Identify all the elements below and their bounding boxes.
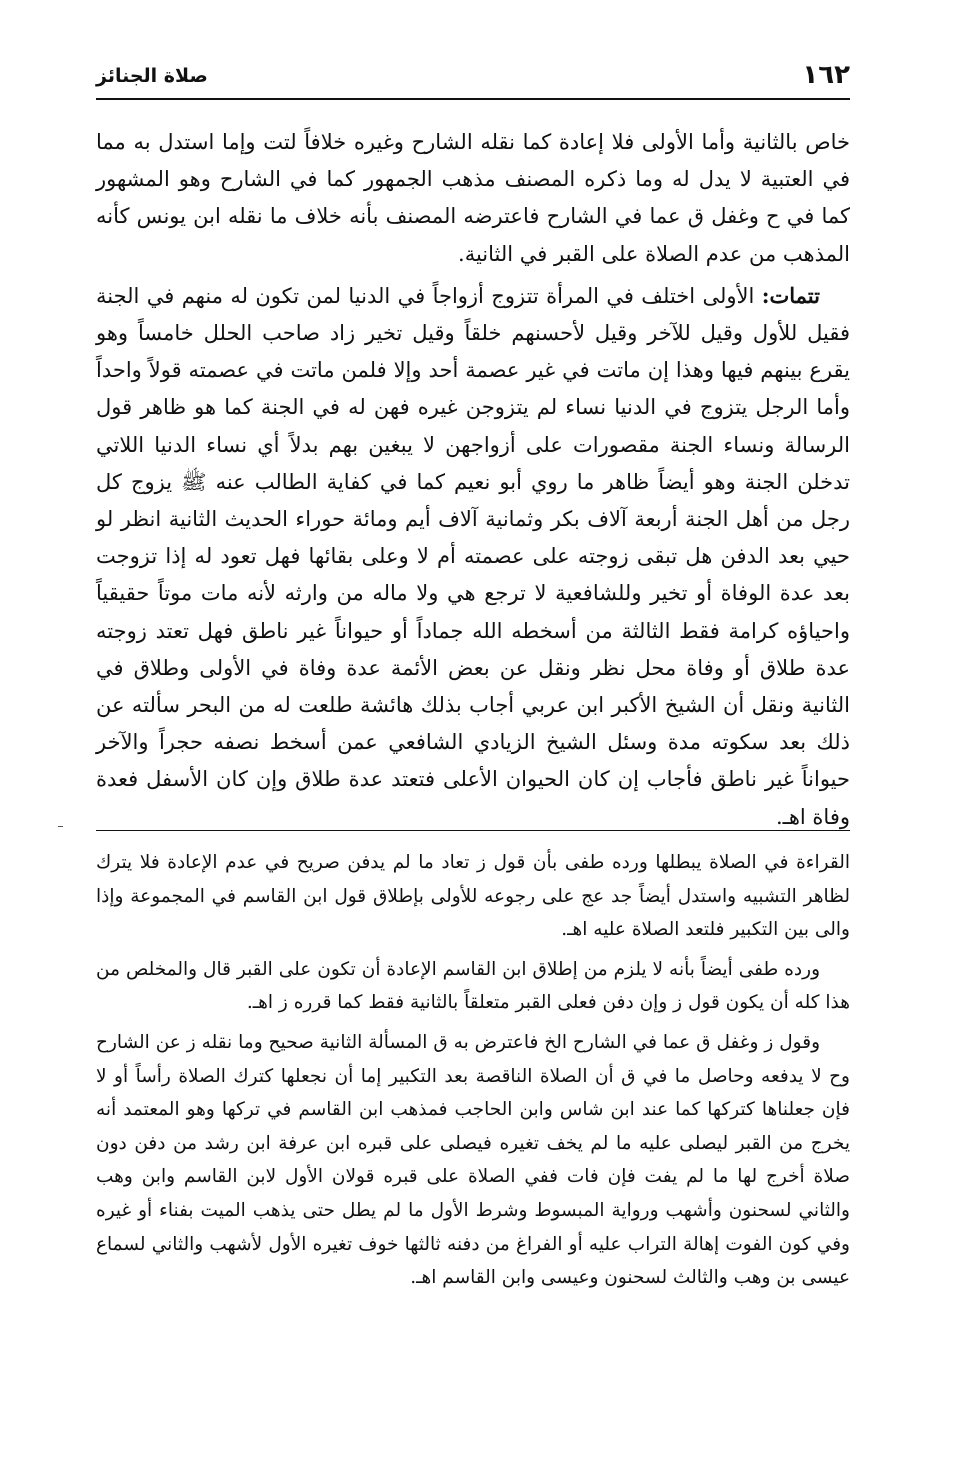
- running-title: صلاة الجنائز: [96, 65, 208, 87]
- footnote-paragraph: وقول ز وغفل ق عما في الشارح الخ فاعترض به ق المسألة الثانية صحيح وما نقله ز عن الشارح وح لا يدفعه وحاصل ما في ق أن الصلاة الناقصة بعد التكبير إما أن نجعلها كترك الصلاة رأساً أو لا فإن جعلناها كتركها كما عند ابن شاس وابن الحاجب فمذهب ابن القاسم في تركها وهو المعتمد أنه يخرج من القبر ليصلى عليه ما لم يخف تغيره فيصلى على قبره ابن عرفة ابن رشد من دفن دون صلاة أخرج لها ما لم يفت فإن فات ففي الصلاة على قبره قولان الأول لابن القاسم وابن وهب والثاني لسحنون وأشهب ورواية المبسوط وشرط الأول ما لم يطل حتى يذهب الميت بفناء أو غيره وفي كون الفوت إهالة التراب عليه أو الفراغ من دفنه ثالثها خوف تغيره الأول لأشهب والثاني لسماع عيسى بن وهب والثالث لسحنون وعيسى وابن القاسم اهـ.: [96, 1031, 850, 1289]
- margin-mark: [58, 826, 63, 827]
- main-paragraph: خاص بالثانية وأما الأولى فلا إعادة كما نقله الشارح وغيره خلافاً لتت وإما استدل به مما في العتبية لا يدل له وما ذكره المصنف مذهب الجمهور كما في الشارح وهو المشهور كما في ح وغفل ق عما في الشارح فاعترضه المصنف بأنه خلاف ما نقله ابن يونس كأنه المذهب من عدم الصلاة على القبر في الثانية.: [96, 130, 850, 266]
- main-paragraph: [96, 277, 850, 836]
- section-heading: تتمات:: [761, 282, 820, 308]
- footnote-paragraph: القراءة في الصلاة يبطلها ورده طفى بأن قول ز تعاد ما لم يدفن صريح في عدم الإعادة فلا يترك لظاهر التشبيه واستدل أيضاً جد عج على رجوعه للأولى بإطلاق قول ابن القاسم في المجموعة وإذا والى بين التكبير فلتعد الصلاة عليه اهـ.: [96, 852, 850, 941]
- page-header: [96, 52, 850, 100]
- footnote-paragraph: ورده طفى أيضاً بأنه لا يلزم من إطلاق ابن القاسم الإعادة أن تكون على القبر قال والمخلص من هذا كله أن يكون قول ز وإن دفن فعلى القبر متعلقاً بالثانية فقط كما قرره ز اهـ.: [96, 958, 850, 1014]
- paragraph-body: الأولى اختلف في المرأة تتزوج أزواجاً في الدنيا لمن تكون له منهم في الجنة فقيل للأول وقيل للآخر وقيل لأحسنهم خلقاً وقيل تخير زاد صاحب الحلل خامساً وهو يقرع بينهم فيها وهذا إن ماتت في غير عصمة أحد وإلا فلمن ماتت في عصمته قولاً واحداً وأما الرجل يتزوج في الدنيا نساء لم يتزوجن غيره فهن له في الجنة كما هو ظاهر قول الرسالة ونساء الجنة مقصورات على أزواجهن لا يبغين بهم بدلاً أي نساء الدنيا اللاتي تدخلن الجنة وهو أيضاً ظاهر ما روي أبو نعيم كما في كفاية الطالب عنه ﷺ يزوج كل رجل من أهل الجنة أربعة آلاف بكر وثمانية آلاف أيم ومائة حوراء الحديث الثانية انظر لو حيي بعد الدفن هل تبقى زوجته على عصمته أم لا وعلى بقائها فهل تعود له إذا تزوجت بعد عدة الوفاة أو تخير وللشافعية لا ترجع هي ولا ماله من وارثه لأنه مات موتاً حقيقياً واحياؤه كرامة فقط الثالثة من أسخطه الله جماداً أو حيواناً غير ناطق فهل تعتد زوجته عدة طلاق أو وفاة محل نظر ونقل عن بعض الأئمة عدة وفاة في الأولى وطلاق في الثانية ونقل أن الشيخ الأكبر ابن عربي أجاب بذلك هائشة طلعت له من البحر سألته عن ذلك بعد سكوته مدة وسئل الشيخ الزيادي الشافعي عمن أسخط نصفه حجراً والآخر حيواناً غير ناطق فأجاب إن كان الحيوان الأعلى فتعتد عدة طلاق وإن كان الأسفل فعدة وفاة اهـ.: [96, 283, 850, 829]
- page-number: ١٦٢: [794, 60, 850, 90]
- footnote-divider: [96, 830, 850, 831]
- footnotes: [96, 846, 850, 1295]
- main-text: [96, 124, 850, 836]
